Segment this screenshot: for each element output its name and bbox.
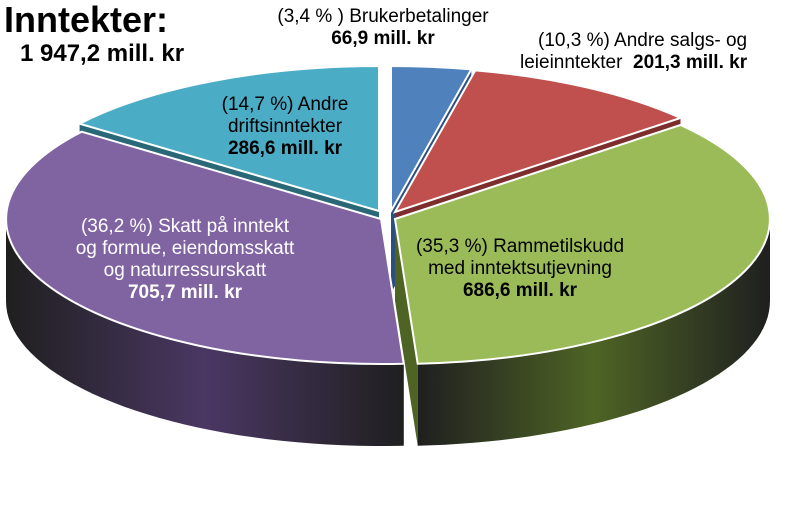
slice-name-line1: Skatt på inntekt — [158, 216, 290, 237]
slice-pct: (10,3 %) — [538, 30, 610, 51]
slice-pct: (3,4 % ) — [277, 6, 344, 27]
slice-pct: (14,7 %) — [221, 94, 294, 115]
slice-value: 686,6 mill. kr — [462, 280, 578, 301]
slice-name: Brukerbetalinger — [349, 6, 489, 27]
slice-name-line2: og formue, eiendomsskatt — [75, 238, 295, 259]
slice-pct: (35,3 %) — [415, 236, 488, 257]
slice-name-line3: og naturressurskatt — [103, 260, 267, 281]
slice-label-skatt — [50, 216, 320, 304]
slice-name-line2: med inntektsutjevning — [428, 258, 612, 279]
slice-value: 705,7 mill. kr — [127, 282, 243, 303]
slice-value: 286,6 mill. kr — [227, 138, 343, 159]
chart-title: Inntekter: — [4, 0, 169, 40]
slice-name-line2: leieinntekter — [520, 52, 623, 73]
slice-label-rammetilskudd — [405, 236, 635, 302]
slice-pct: (36,2 %) — [80, 216, 153, 237]
slice-label-andre-driftsinntekter — [200, 94, 370, 160]
slice-label-andre-salgs — [520, 30, 785, 74]
slice-value: 66,9 mill. kr — [331, 28, 435, 49]
chart-total: 1 947,2 mill. kr — [20, 40, 185, 67]
slice-label-brukerbetalinger — [268, 6, 498, 50]
slice-name-line1: Rammetilskudd — [493, 236, 625, 257]
slice-name-line1: Andre — [297, 94, 349, 115]
slice-value: 201,3 mill. kr — [633, 52, 748, 73]
slice-name-line2: driftsinntekter — [227, 116, 343, 137]
slice-name-line1: Andre salgs- og — [614, 30, 748, 51]
